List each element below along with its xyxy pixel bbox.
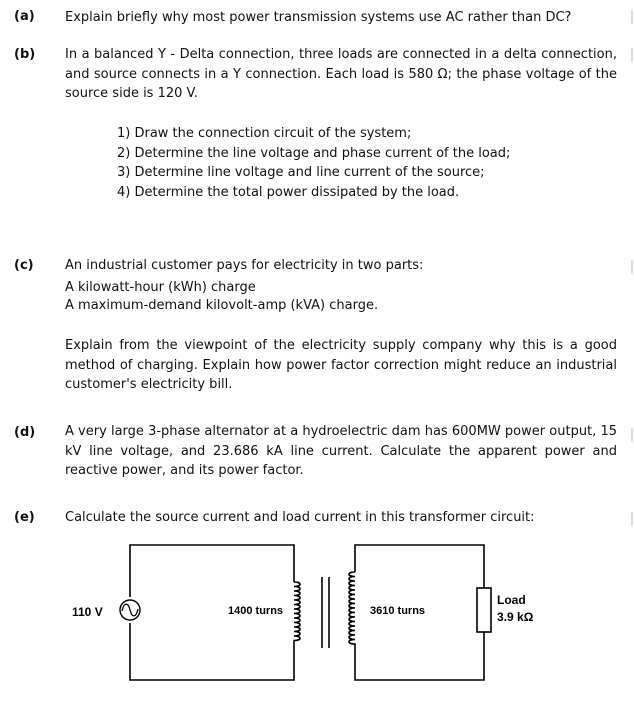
- question-d-text: A very large 3-phase alternator at a hydroelectric dam has 600MW power output, 15 kV line voltage, and 23.686 kA line current. Calculate the apparent power and reactive power, and its power factor.: [65, 424, 617, 478]
- question-c-text: Explain from the viewpoint of the electricity supply company why this is a good method of charging. Explain how power factor correction might reduce an industrial customer's electricity bill.: [65, 338, 617, 392]
- load-resistor: [477, 588, 491, 632]
- question-e-label: (e): [14, 510, 35, 525]
- question-c-part2: A maximum-demand kilovolt-amp (kVA) charge.: [65, 298, 379, 313]
- load-title-label: Load: [497, 593, 526, 607]
- list-item: 3) Determine line voltage and line current of the source;: [117, 165, 485, 180]
- secondary-coil: [349, 572, 355, 648]
- secondary-wire: [355, 545, 484, 588]
- question-b-label: (b): [14, 47, 36, 62]
- question-c-part1: A kilowatt-hour (kWh) charge: [65, 280, 256, 295]
- load-value-label: 3.9 kΩ: [497, 610, 534, 624]
- source-voltage-label: 110 V: [72, 605, 103, 619]
- list-item: 4) Determine the total power dissipated by the load.: [117, 184, 460, 200]
- list-item: 2) Determine the line voltage and phase current of the load;: [117, 145, 511, 161]
- question-a-text: Explain briefly why most power transmission systems use AC rather than DC?: [65, 10, 572, 25]
- question-d-label: (d): [14, 425, 36, 440]
- question-a-label: (a): [14, 9, 35, 24]
- question-c-label: (c): [14, 258, 34, 273]
- primary-wire-return: [130, 623, 294, 680]
- secondary-turns-label: 3610 turns: [370, 605, 426, 617]
- list-item: 1) Draw the connection circuit of the system;: [117, 126, 412, 141]
- question-b-text: In a balanced Y - Delta connection, three loads are connected in a delta connection, and source connects in a Y connection. Each load is 580 Ω; the phase voltage of the source side is 120 V.: [65, 47, 617, 101]
- question-e-text: Calculate the source current and load current in this transformer circuit:: [65, 510, 535, 525]
- primary-turns-label: 1400 turns: [228, 605, 284, 617]
- question-c-intro: An industrial customer pays for electricity in two parts:: [65, 258, 424, 273]
- primary-wire: [130, 545, 294, 597]
- sine-wave-icon: [122, 604, 138, 616]
- primary-coil: [294, 582, 300, 645]
- secondary-wire-return: [355, 632, 484, 680]
